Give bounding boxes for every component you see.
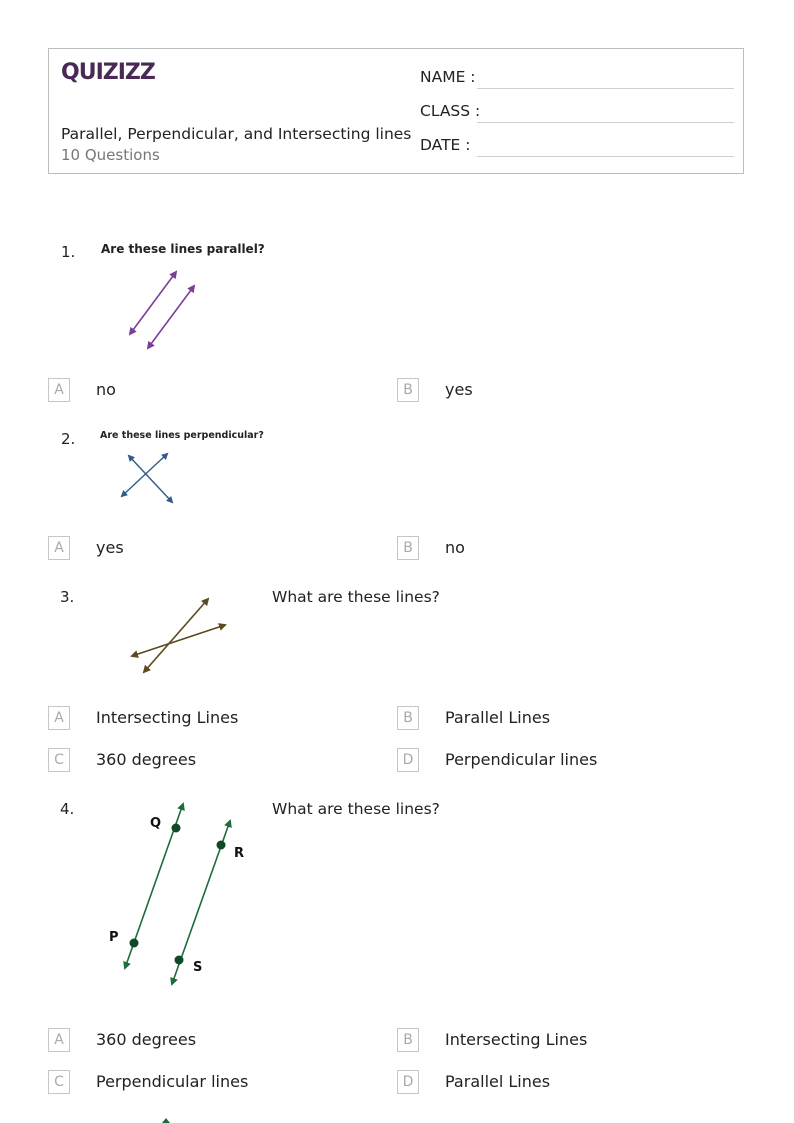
point-s	[175, 956, 184, 965]
option-c-box[interactable]: C	[48, 748, 70, 772]
option-c-text[interactable]: Perpendicular lines	[96, 1072, 249, 1091]
option-d-box[interactable]: D	[397, 748, 419, 772]
question-text: What are these lines?	[272, 588, 440, 606]
label-q: Q	[150, 816, 162, 831]
option-b-box[interactable]: B	[397, 536, 419, 560]
line-2	[129, 456, 172, 502]
option-b-text[interactable]: Parallel Lines	[445, 708, 551, 727]
option-d-text[interactable]: Perpendicular lines	[445, 750, 598, 769]
option-d-box[interactable]: D	[397, 1070, 419, 1094]
label-p: P	[109, 930, 119, 945]
option-a-text[interactable]: Intersecting Lines	[96, 708, 239, 727]
date-label: DATE :	[420, 136, 471, 154]
intersecting-lines-figure	[124, 592, 234, 682]
option-d-text[interactable]: Parallel Lines	[445, 1072, 551, 1091]
label-r: R	[234, 846, 245, 861]
option-a-text[interactable]: no	[96, 380, 116, 399]
question-number: 4.	[60, 800, 75, 818]
option-c-box[interactable]: C	[48, 1070, 70, 1094]
option-b-text[interactable]: Intersecting Lines	[445, 1030, 588, 1049]
option-a-box[interactable]: A	[48, 706, 70, 730]
option-b-box[interactable]: B	[397, 706, 419, 730]
point-p	[130, 939, 139, 948]
worksheet-title: Parallel, Perpendicular, and Intersecting lines	[61, 125, 412, 143]
line-1	[144, 599, 208, 672]
question-number: 3.	[60, 588, 75, 606]
parallel-lines-pqrs-figure	[100, 796, 260, 996]
class-field[interactable]	[420, 102, 734, 126]
question-image-caption: Are these lines perpendicular?	[100, 430, 264, 441]
option-b-text[interactable]: yes	[445, 380, 473, 399]
next-question-figure-partial	[150, 1112, 180, 1123]
question-text: What are these lines?	[272, 800, 440, 818]
name-line[interactable]	[477, 88, 734, 89]
line-2	[148, 286, 194, 348]
name-field[interactable]	[420, 68, 734, 92]
date-line[interactable]	[477, 156, 734, 157]
option-b-box[interactable]: B	[397, 1028, 419, 1052]
option-a-box[interactable]: A	[48, 1028, 70, 1052]
line-2	[132, 625, 225, 656]
logo-text: QUIZIZZ	[61, 60, 155, 85]
parallel-lines-figure	[118, 262, 208, 362]
quizizz-logo	[61, 57, 161, 87]
option-a-box[interactable]: A	[48, 378, 70, 402]
question-image-caption: Are these lines parallel?	[101, 242, 265, 256]
perpendicular-lines-figure	[115, 448, 180, 508]
option-a-text[interactable]: 360 degrees	[96, 1030, 197, 1049]
question-count: 10 Questions	[61, 146, 160, 164]
arrow-tip	[162, 1118, 170, 1123]
point-r	[217, 841, 226, 850]
question-number: 2.	[61, 430, 76, 448]
option-a-text[interactable]: yes	[96, 538, 124, 557]
date-field[interactable]	[420, 136, 734, 160]
option-b-text[interactable]: no	[445, 538, 465, 557]
point-q	[172, 824, 181, 833]
label-s: S	[193, 960, 203, 975]
option-b-box[interactable]: B	[397, 378, 419, 402]
option-a-box[interactable]: A	[48, 536, 70, 560]
line-1	[130, 272, 176, 334]
question-number: 1.	[61, 243, 76, 261]
option-c-text[interactable]: 360 degrees	[96, 750, 197, 769]
name-label: NAME :	[420, 68, 476, 86]
class-label: CLASS :	[420, 102, 481, 120]
worksheet-header	[48, 48, 744, 174]
class-line[interactable]	[477, 122, 734, 123]
